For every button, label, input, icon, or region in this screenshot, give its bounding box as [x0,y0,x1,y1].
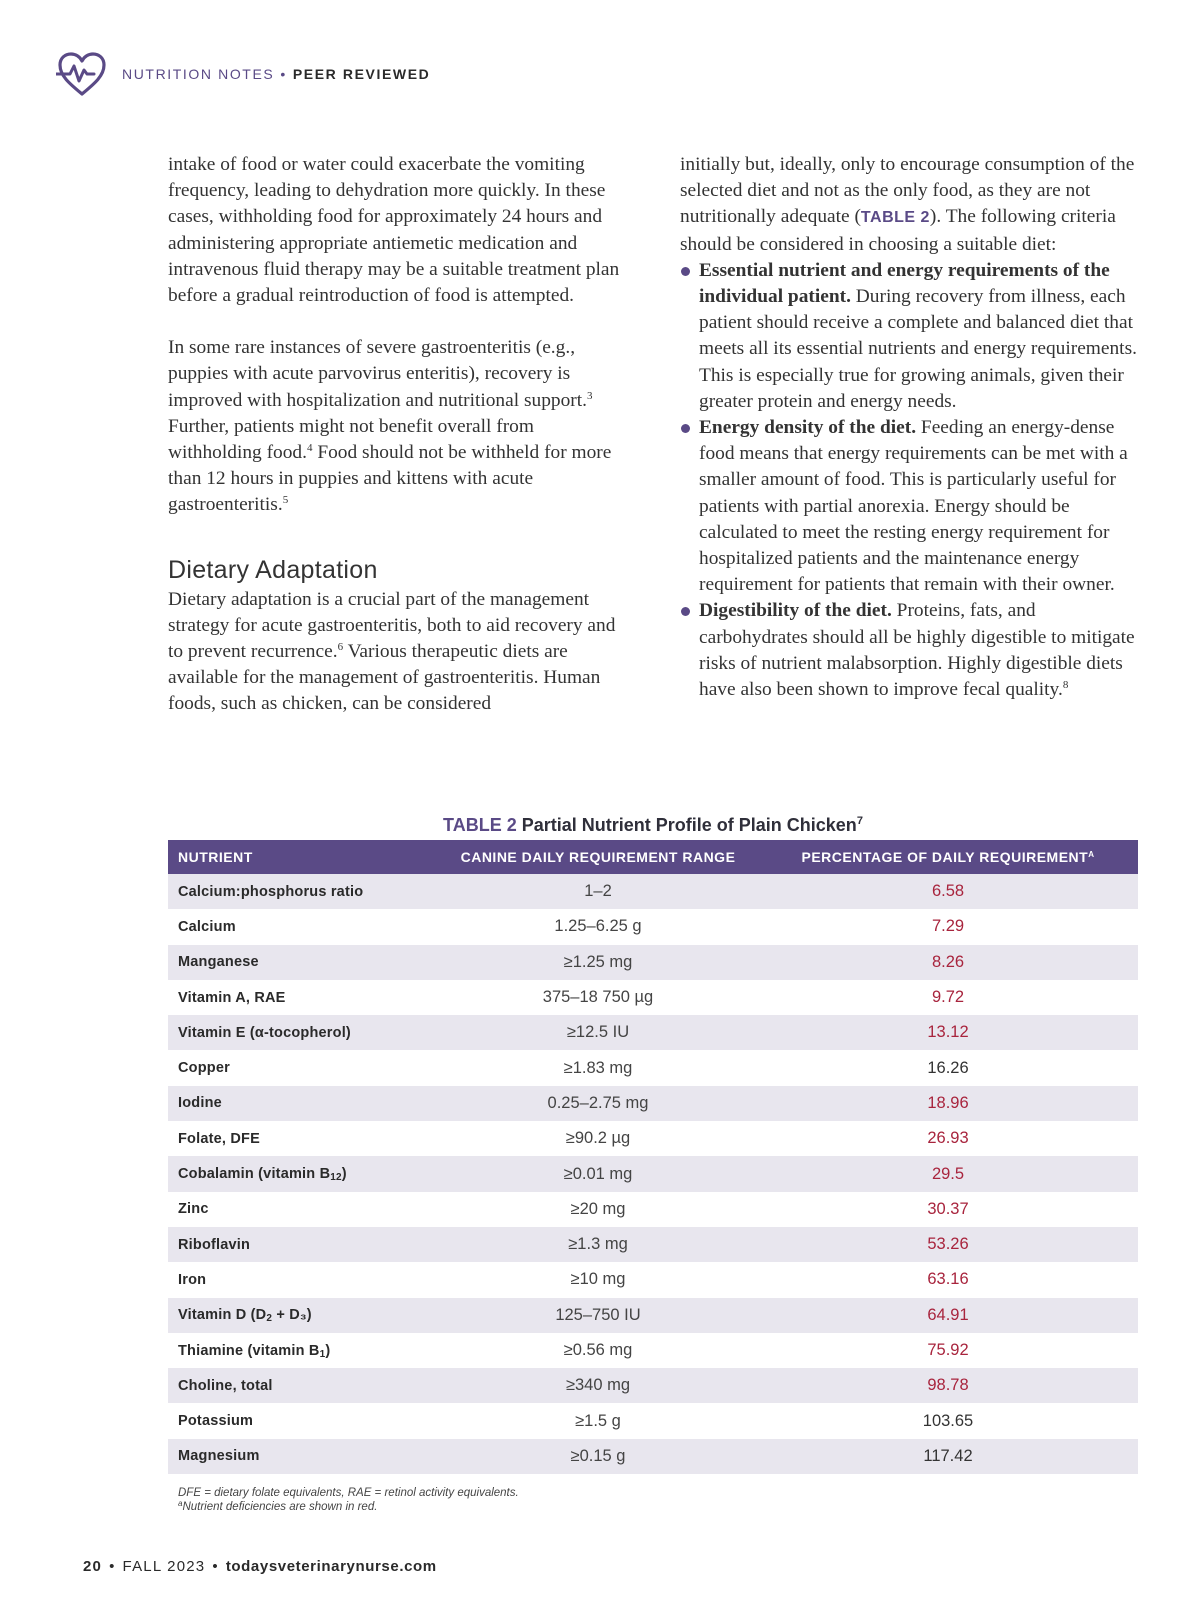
percentage-cell: 103.65 [758,1403,1138,1438]
table-label: TABLE 2 [443,815,517,835]
requirement-range-cell: 375–18 750 µg [438,980,758,1015]
site-link[interactable]: todaysveterinarynurse.com [225,1558,437,1575]
nutrient-cell: Iron [168,1262,438,1297]
table-row [168,1086,1138,1121]
table-row [168,945,1138,980]
table-row [168,1262,1138,1297]
table-row [168,909,1138,944]
nutrient-cell: Calcium [168,909,438,944]
percentage-cell: 8.26 [758,945,1138,980]
citation: 8 [1062,679,1069,692]
section-name: NUTRITION NOTES [122,66,275,82]
criteria-list [680,258,1140,703]
nutrient-cell: Magnesium [168,1439,438,1474]
percentage-cell: 29.5 [758,1156,1138,1191]
requirement-range-cell: ≥10 mg [438,1262,758,1297]
requirement-range-cell: ≥1.25 mg [438,945,758,980]
percentage-cell: 63.16 [758,1262,1138,1297]
table-row [168,1368,1138,1403]
percentage-cell: 98.78 [758,1368,1138,1403]
percentage-cell: 9.72 [758,980,1138,1015]
nutrient-table-block [168,810,1138,1514]
percentage-cell: 26.93 [758,1121,1138,1156]
requirement-range-cell: 0.25–2.75 mg [438,1086,758,1121]
nutrient-cell: Zinc [168,1192,438,1227]
table-reference: TABLE 2 [860,209,930,227]
requirement-range-cell: ≥1.5 g [438,1403,758,1438]
requirement-range-cell: ≥12.5 IU [438,1015,758,1050]
requirement-range-cell: ≥0.56 mg [438,1333,758,1368]
table-row [168,1015,1138,1050]
requirement-range-cell: 1–2 [438,874,758,909]
table-row [168,980,1138,1015]
nutrient-cell: Iodine [168,1086,438,1121]
requirement-range-cell: ≥0.15 g [438,1439,758,1474]
nutrient-cell: Cobalamin (vitamin $B_{12}$) [168,1156,438,1191]
page-footer: 20 • FALL 2023 • todaysveterinarynurse.com [83,1558,437,1575]
heart-pulse-icon [56,50,108,98]
percentage-cell: 7.29 [758,909,1138,944]
criteria-intro: initially but, ideally, only to encourage consumption of the selected diet and not as the only food, as they are not nutritionally adequate (TABLE 2). The following criteria should be considered in choosing a suitable diet: [680,154,1135,255]
table-row [168,1298,1138,1333]
table-row [168,1192,1138,1227]
nutrient-cell: Folate, DFE [168,1121,438,1156]
criteria-item: Digestibility of the diet. Proteins, fats, and carbohydrates should all be highly digestible to mitigate risks of nutrient malabsorption. Highly digestible diets have also been shown to improve fecal quality.$^8$ [680,598,1140,703]
nutrient-cell: Riboflavin [168,1227,438,1262]
percentage-cell: 13.12 [758,1015,1138,1050]
header-separator: • [280,66,287,82]
footnote-marker: A [1088,850,1095,859]
citation: 7 [856,815,863,827]
table-row [168,1227,1138,1262]
table-header-row [168,840,1138,874]
running-header [56,50,430,98]
nutrient-cell: Thiamine (vitamin $B_1$) [168,1333,438,1368]
footnote: DFE = dietary folate equivalents, RAE = retinol activity equivalents. [178,1487,519,1500]
nutrient-cell: Calcium:phosphorus ratio [168,874,438,909]
requirement-range-cell: 1.25–6.25 g [438,909,758,944]
table-row [168,874,1138,909]
review-label: PEER REVIEWED [292,66,431,82]
table-row [168,1050,1138,1085]
percentage-cell: 16.26 [758,1050,1138,1085]
percentage-cell: 6.58 [758,874,1138,909]
nutrient-cell: Vitamin D $(D_2 + D_3)$ [168,1298,438,1333]
paragraph-2: In some rare instances of severe gastroenteritis (e.g., puppies with acute parvovirus enteritis), recovery is improved with hospitalization and nutritional support.$^3$ Further, patients might not benefit overall from withholding food.$^4$ Food should not be withheld for more than 12 hours in puppies and kittens with acute gastroenteritis.$^5$ [168,337,612,516]
issue-label: FALL 2023 [122,1558,206,1575]
table-row [168,1333,1138,1368]
header-text [122,66,430,82]
table-row [168,1403,1138,1438]
table-title [168,810,1138,840]
criteria-item: Energy density of the diet. Feeding an energy-dense food means that energy requirements can be met with a smaller amount of food. This is particularly useful for patients with partial anorexia. Energy should be calculated to meet the resting energy requirement for hospitalized patients and the maintenance energy requirement for patients that remain with their owner. [680,415,1140,598]
table-footnotes [168,1486,1138,1514]
nutrient-cell: Copper [168,1050,438,1085]
citation: 5 [282,494,289,507]
column-header: PERCENTAGE OF DAILY $REQUIREMENT^A$ [758,840,1138,874]
percentage-cell: 18.96 [758,1086,1138,1121]
requirement-range-cell: ≥20 mg [438,1192,758,1227]
table-row [168,1121,1138,1156]
table-row [168,1439,1138,1474]
table-row [168,1156,1138,1191]
criteria-item: Essential nutrient and energy requirements of the individual patient. During recovery from illness, each patient should receive a complete and balanced diet that meets all its essential nutrients and energy requirements. This is especially true for growing animals, given their greater protein and energy needs. [680,258,1140,415]
page-number: 20 [83,1558,103,1575]
table-title-text: Partial Nutrient Profile of Plain Chicken [521,815,857,835]
right-column [680,152,1140,703]
nutrient-table [168,840,1138,1474]
requirement-range-cell: ≥340 mg [438,1368,758,1403]
nutrient-cell: Choline, total [168,1368,438,1403]
footnote: $^a$Nutrient deficiencies are shown in red. [178,1499,378,1514]
percentage-cell: 64.91 [758,1298,1138,1333]
requirement-range-cell: ≥90.2 µg [438,1121,758,1156]
requirement-range-cell: ≥1.83 mg [438,1050,758,1085]
percentage-cell: 53.26 [758,1227,1138,1262]
nutrient-cell: Potassium [168,1403,438,1438]
nutrient-cell: Vitamin E (α-tocopherol) [168,1015,438,1050]
nutrient-cell: Vitamin A, RAE [168,980,438,1015]
nutrient-cell: Manganese [168,945,438,980]
requirement-range-cell: ≥1.3 mg [438,1227,758,1262]
citation: 3 [587,389,593,402]
percentage-cell: 30.37 [758,1192,1138,1227]
requirement-range-cell: 125–750 IU [438,1298,758,1333]
paragraph-3: Dietary adaptation is a crucial part of the management strategy for acute gastroenteritis, both to aid recovery and to prevent recurrence.$^6$ Various therapeutic diets are available for the management of gastroenteritis. Human foods, such as chicken, can be considered [168,588,616,715]
requirement-range-cell: ≥0.01 mg [438,1156,758,1191]
citation: 4 [306,442,313,455]
column-header: CANINE DAILY REQUIREMENT RANGE [438,840,758,874]
left-column [168,152,620,718]
percentage-cell: 117.42 [758,1439,1138,1474]
column-header: NUTRIENT [168,840,438,874]
citation: 6 [337,641,344,654]
paragraph-1: intake of food or water could exacerbate the vomiting frequency, leading to dehydration more quickly. In these cases, withholding food for approximately 24 hours and administering appropriate antiemetic medication and intravenous fluid therapy may be a suitable treatment plan before a gradual reintroduction of food is attempted. [168,154,620,307]
section-heading: Dietary Adaptation [168,555,378,584]
table-body [168,874,1138,1474]
percentage-cell: 75.92 [758,1333,1138,1368]
